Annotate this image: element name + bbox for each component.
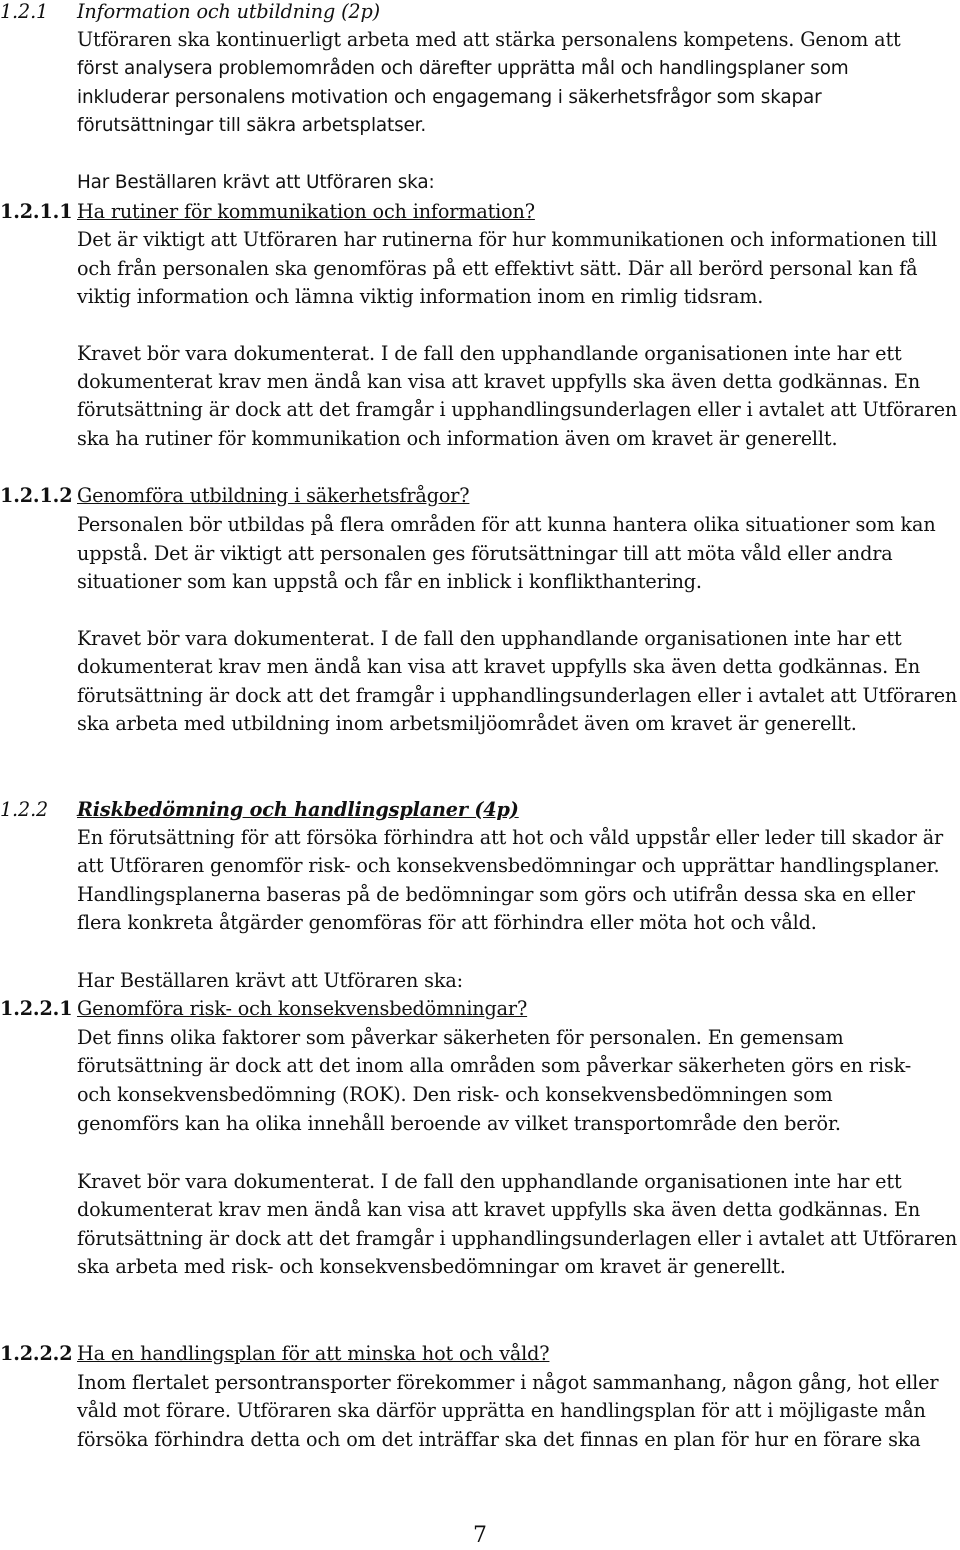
paragraph-line: viktig information och lämna viktig information inom en rimlig tidsram. [77,285,764,308]
paragraph-line: dokumenterat krav men ändå kan visa att kravet uppfylls ska även detta godkännas. En [77,1198,921,1221]
requirement-lead: Har Beställaren krävt att Utföraren ska: [77,969,463,992]
paragraph-line: En förutsättning för att försöka förhindra att hot och våld uppstår eller leder till skador är [77,826,944,849]
paragraph-line: ska arbeta med utbildning inom arbetsmiljöområdet även om kravet är generellt. [77,712,857,735]
paragraph-line: Kravet bör vara dokumenterat. I de fall den upphandlande organisationen inte har ett [77,342,902,365]
paragraph-line: situationer som kan uppstå och får en inblick i konflikthantering. [77,570,702,593]
paragraph-line: Kravet bör vara dokumenterat. I de fall den upphandlande organisationen inte har ett [77,627,902,650]
paragraph-line: Inom flertalet persontransporter förekommer i något sammanhang, någon gång, hot eller [77,1371,939,1394]
paragraph-line: förutsättning är dock att det framgår i upphandlingsunderlagen eller i avtalet att Utföraren [77,684,958,707]
paragraph-line: försöka förhindra detta och om det inträffar ska det finnas en plan för hur en förare ska [77,1428,921,1451]
section-title: Information och utbildning (2p) [77,0,380,23]
paragraph-line: dokumenterat krav men ändå kan visa att kravet uppfylls ska även detta godkännas. En [77,655,921,678]
requirement-number: 1.2.2.1 [0,997,73,1020]
requirement-number: 1.2.1.2 [0,484,73,507]
paragraph-line: Det finns olika faktorer som påverkar säkerheten för personalen. En gemensam [77,1026,844,1049]
requirement-question: Genomföra utbildning i säkerhetsfrågor? [77,484,470,507]
paragraph-line: och konsekvensbedömning (ROK). Den risk- och konsekvensbedömningen som [77,1083,833,1106]
paragraph-line: inkluderar personalens motivation och engagemang i säkerhetsfrågor som skapar [77,87,822,108]
section-number: 1.2.2 [0,798,49,821]
paragraph-line: Det är viktigt att Utföraren har rutinerna för hur kommunikationen och informationen till [77,228,938,251]
paragraph-line: uppstå. Det är viktigt att personalen ges förutsättningar till att möta våld eller andra [77,542,893,565]
paragraph-line: genomförs kan ha olika innehåll beroende av vilket transportområde den berör. [77,1112,841,1135]
requirement-question: Genomföra risk- och konsekvensbedömningar? [77,997,528,1020]
page-number: 7 [473,1523,487,1548]
paragraph-line: förutsättningar till säkra arbetsplatser. [77,115,427,136]
paragraph-line: våld mot förare. Utföraren ska därför upprätta en handlingsplan för att i möjligaste mån [77,1399,926,1422]
paragraph-line: förutsättning är dock att det framgår i upphandlingsunderlagen eller i avtalet att Utföraren [77,398,958,421]
paragraph-line: och från personalen ska genomföras på ett effektivt sätt. Där all berörd personal kan få [77,257,918,280]
requirement-number: 1.2.2.2 [0,1342,73,1365]
paragraph-line: förutsättning är dock att det inom alla områden som påverkar säkerheten görs en risk- [77,1054,912,1077]
paragraph-line: först analysera problemområden och därefter upprätta mål och handlingsplaner som [77,58,849,79]
paragraph-line: ska arbeta med risk- och konsekvensbedömningar om kravet är generellt. [77,1255,786,1278]
paragraph-line: ska ha rutiner för kommunikation och information även om kravet är generellt. [77,427,838,450]
paragraph-line: flera konkreta åtgärder genomföras för att förhindra eller möta hot och våld. [77,911,817,934]
requirement-lead: Har Beställaren krävt att Utföraren ska: [77,172,435,193]
requirement-number: 1.2.1.1 [0,200,73,223]
section-title: Riskbedömning och handlingsplaner (4p) [77,798,519,821]
paragraph-line: dokumenterat krav men ändå kan visa att kravet uppfylls ska även detta godkännas. En [77,370,921,393]
paragraph-line: Handlingsplanerna baseras på de bedömningar som görs och utifrån dessa ska en eller [77,883,915,906]
paragraph-line: förutsättning är dock att det framgår i upphandlingsunderlagen eller i avtalet att Utföraren [77,1227,958,1250]
paragraph-line: att Utföraren genomför risk- och konsekvensbedömningar och upprättar handlingsplaner. [77,854,940,877]
paragraph-line: Kravet bör vara dokumenterat. I de fall den upphandlande organisationen inte har ett [77,1170,902,1193]
paragraph-line: Utföraren ska kontinuerligt arbeta med att stärka personalens kompetens. Genom att [77,28,901,51]
requirement-question: Ha rutiner för kommunikation och information? [77,200,535,223]
section-number: 1.2.1 [0,0,49,23]
requirement-question: Ha en handlingsplan för att minska hot och våld? [77,1342,550,1365]
paragraph-line: Personalen bör utbildas på flera områden för att kunna hantera olika situationer som kan [77,513,936,536]
